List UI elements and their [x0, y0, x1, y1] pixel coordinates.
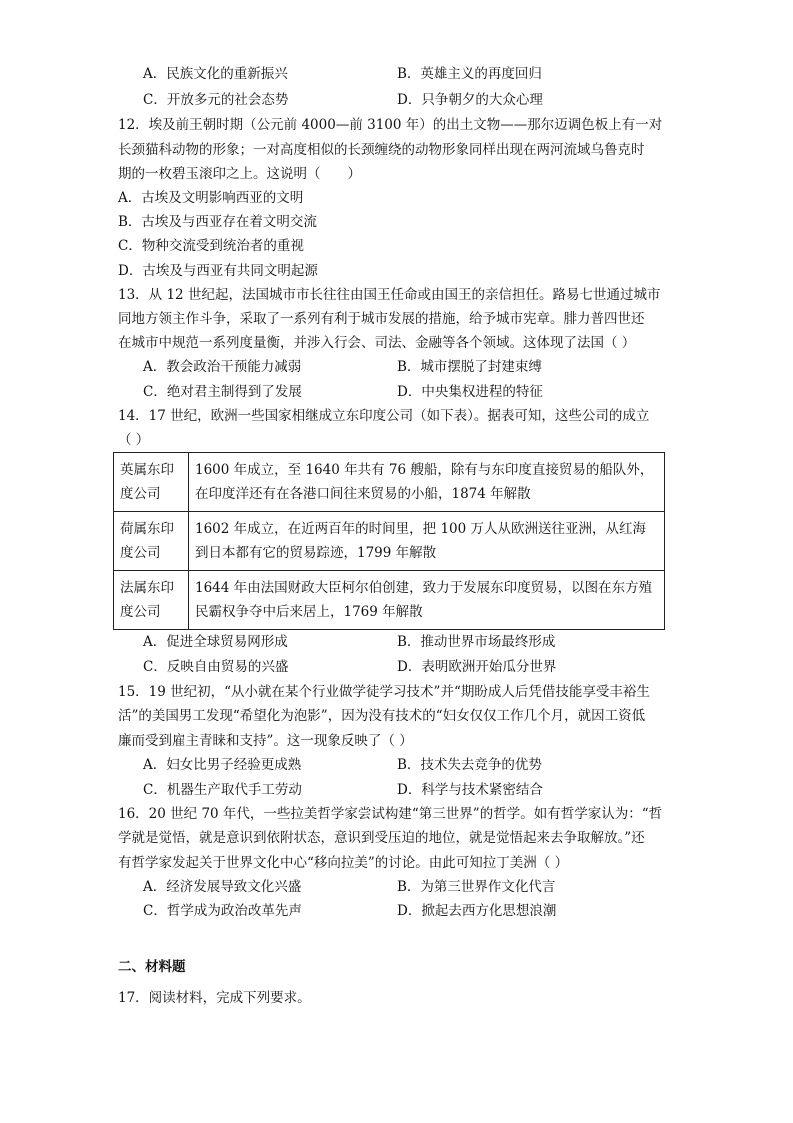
q12-option-a: A．古埃及文明影响西亚的文明	[118, 190, 304, 206]
table-cell-company: 荷属东印度公司	[114, 512, 189, 571]
q16-option-a: A．经济发展导致文化兴盛	[143, 879, 302, 895]
q16-stem-line-2: 学就是觉悟，就是意识到依附状态，意识到受压迫的地位，就是觉悟起来去争取解放。”还	[118, 830, 645, 846]
q15-stem-line-1: 15．19 世纪初，“从小就在某个行业做学徒学习技术”并“期盼成人后凭借技能享受丰裕生	[118, 684, 650, 700]
q12-option-b: B．古埃及与西亚存在着文明交流	[118, 214, 317, 230]
table-row	[114, 453, 665, 512]
q11-option-c: C．开放多元的社会态势	[143, 92, 289, 108]
q12-option-d: D．古埃及与西亚有共同文明起源	[118, 263, 318, 279]
q14-option-d: D．表明欧洲开始瓜分世界	[397, 659, 557, 675]
q13-stem-line-2: 同地方领主作斗争，采取了一系列有利于城市发展的措施，给予城市宪章。腓力普四世还	[118, 311, 645, 327]
table-cell-description: 1602 年成立，在近两百年的时间里，把 100 万人从欧洲送往亚洲，从红海到日本都有它的贸易踪迹，1799 年解散	[189, 512, 665, 571]
q15-option-c: C．机器生产取代手工劳动	[143, 782, 302, 798]
q12-stem-line-1: 12．埃及前王朝时期（公元前 4000—前 3100 年）的出土文物——那尔迈调色板上有一对	[118, 117, 663, 133]
table-row	[114, 571, 665, 630]
table-cell-description: 1600 年成立，至 1640 年共有 76 艘船，除有与东印度直接贸易的船队外，在印度洋还有在各港口间往来贸易的小船，1874 年解散	[189, 453, 665, 512]
table-cell-company: 英属东印度公司	[114, 453, 189, 512]
q13-option-d: D．中央集权进程的特征	[397, 384, 543, 400]
q17-stem: 17．阅读材料，完成下列要求。	[118, 990, 311, 1006]
q12-stem-line-3: 期的一枚碧玉滚印之上。这说明（ ）	[118, 166, 361, 182]
table-row	[114, 512, 665, 571]
q14-stem-line-1: 14．17 世纪，欧洲一些国家相继成立东印度公司（如下表）。据表可知，这些公司的成立	[118, 408, 650, 424]
section-title: 二、材料题	[118, 959, 186, 975]
q16-option-c: C．哲学成为政治改革先声	[143, 903, 302, 919]
table-cell-description: 1644 年由法国财政大臣柯尔伯创建，致力于发展东印度贸易，以图在东方殖民霸权争夺中后来居上，1769 年解散	[189, 571, 665, 630]
q15-option-a: A．妇女比男子经验更成熟	[143, 757, 302, 773]
q16-stem-line-3: 有哲学家发起关于世界文化中心“移向拉美”的讨论。由此可知拉丁美洲（ ）	[118, 855, 569, 871]
q14-option-a: A．促进全球贸易网形成	[143, 634, 288, 650]
q16-option-b: B．为第三世界作文化代言	[397, 879, 556, 895]
q13-option-c: C．绝对君主制得到了发展	[143, 384, 302, 400]
table-cell-company: 法属东印度公司	[114, 571, 189, 630]
q11-option-d: D．只争朝夕的大众心理	[397, 92, 543, 108]
q14-stem-line-2: （ ）	[118, 432, 150, 448]
q13-option-a: A．教会政治干预能力减弱	[143, 359, 302, 375]
q16-stem-line-1: 16．20 世纪 70 年代，一些拉美哲学家尝试构建“第三世界”的哲学。如有哲学家认为：“哲	[118, 806, 663, 822]
q11-option-b: B．英雄主义的再度回归	[397, 66, 542, 82]
q14-option-b: B．推动世界市场最终形成	[397, 634, 556, 650]
q12-stem-line-2: 长颈猫科动物的形象；一对高度相似的长颈缠绕的动物形象同样出现在两河流域乌鲁克时	[118, 142, 645, 158]
q14-option-c: C．反映自由贸易的兴盛	[143, 659, 289, 675]
q13-stem-line-1: 13．从 12 世纪起，法国城市市长往往由国王任命或由国王的亲信担任。路易七世通过城市	[118, 287, 661, 303]
q12-option-c: C．物种交流受到统治者的重视	[118, 238, 304, 254]
q16-option-d: D．掀起去西方化思想浪潮	[397, 903, 557, 919]
q15-option-b: B．技术失去竞争的优势	[397, 757, 542, 773]
q15-option-d: D．科学与技术紧密结合	[397, 782, 543, 798]
q13-stem-line-3: 在城市中规范一系列度量衡，并涉入行会、司法、金融等各个领域。这体现了法国（ ）	[118, 335, 636, 351]
q15-stem-line-2: 活”的美国男工发现“希望化为泡影”，因为没有技术的“妇女仅仅工作几个月，就因工资低	[118, 708, 646, 724]
q13-option-b: B．城市摆脱了封建束缚	[397, 359, 542, 375]
east-india-company-table	[113, 452, 665, 630]
q15-stem-line-3: 廉而受到雇主青睐和支持”。这一现象反映了（ ）	[118, 733, 413, 749]
q11-option-a: A．民族文化的重新振兴	[143, 66, 288, 82]
